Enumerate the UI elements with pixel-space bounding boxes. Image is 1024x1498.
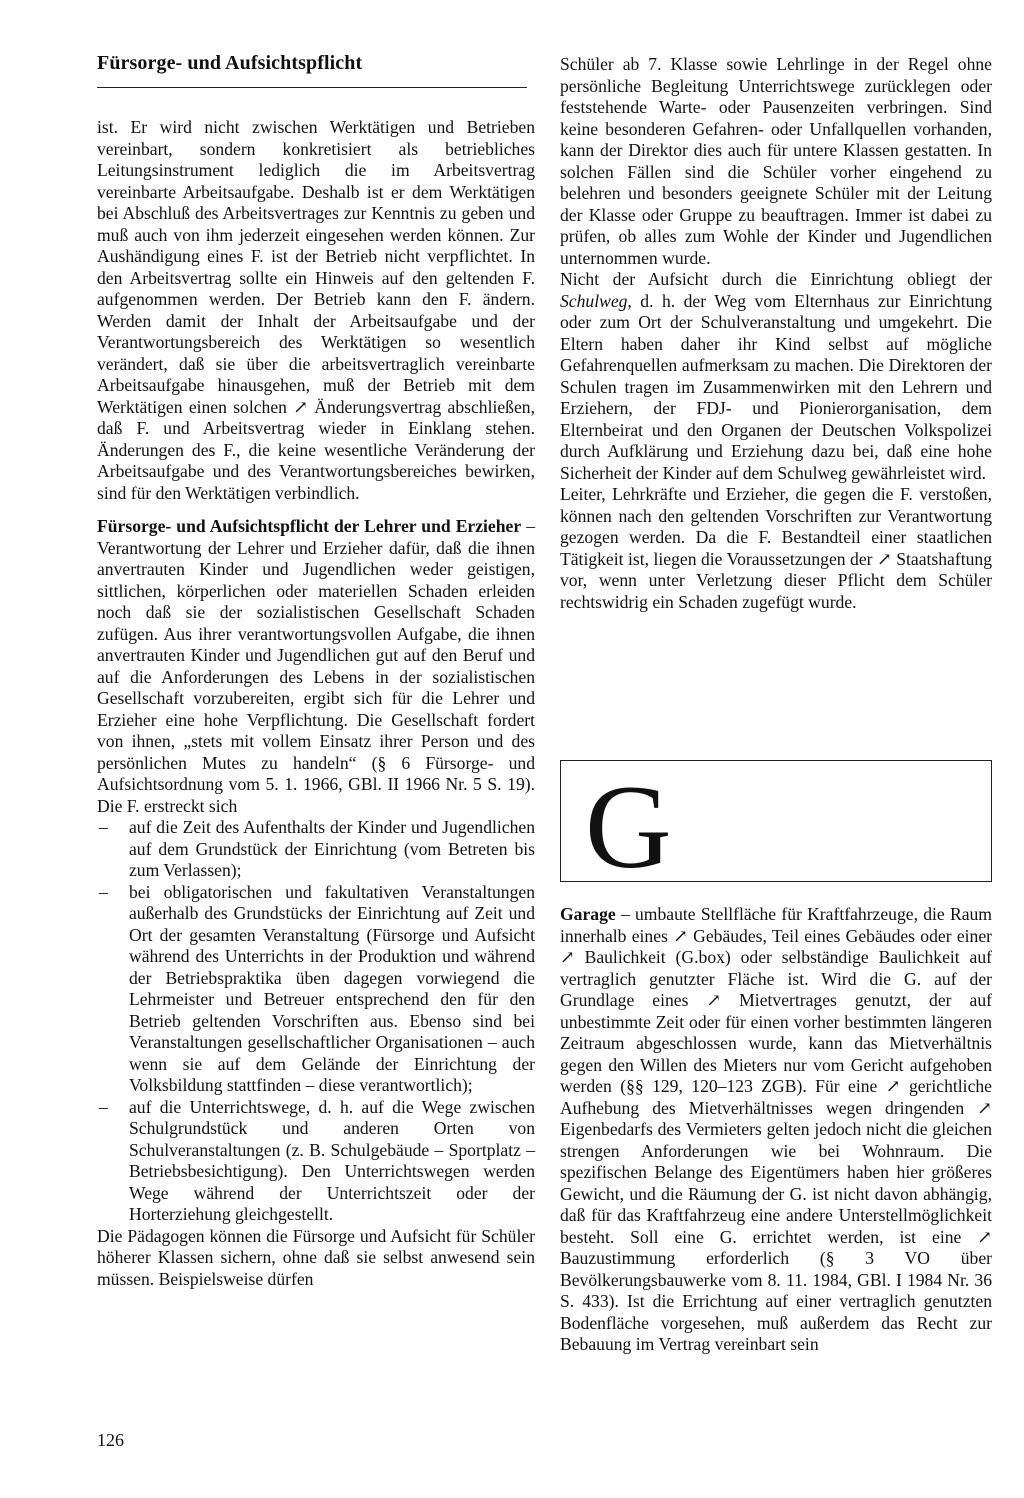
scope-list [97, 817, 535, 1226]
right-column-bottom [560, 904, 992, 1356]
list-item: – bei obligatorischen und fakultativen Veranstaltungen außerhalb des Grundstücks der Einrichtung auf Zeit und Ort der gesamten Veranstaltung (Fürsorge und Aufsicht während des Unterrichts in der Produktion und während der Betriebspraktika üben dagegen vorwiegend die Lehrmeister und Betreuer entsprechend den für den Betrieb geltenden Vorschriften aus. Ebenso sind bei Veranstaltungen gesellschaftlicher Organisationen – auch wenn sie auf dem Gelände der Einrichtung der Volksbildung stattfinden – diese verantwortlich); [97, 882, 535, 1097]
header-rule [97, 87, 527, 88]
right-paragraph-1: Schüler ab 7. Klasse sowie Lehrlinge in der Regel ohne persönliche Begleitung Unterrichtswege zurücklegen oder feststehende Warte- oder Pausenzeiten verbringen. Sind keine besonderen Gefahren- oder Unfallquellen vorhanden, kann der Direktor dies auch für untere Klassen gestatten. In solchen Fällen sind die Schüler vorher eingehend zu belehren und besonders geeignete Schüler mit der Leitung der Klasse oder Gruppe zu beauftragen. Immer ist dabei zu prüfen, ob alles zum Wohle der Kinder und Jugendlichen unternommen wurde. [560, 54, 992, 268]
list-item: – auf die Unterrichtswege, d. h. auf die Wege zwischen Schulgrundstück und anderen Orten von Schulveranstaltungen (z. B. Schulgebäude – Sportplatz – Betriebsbesichtigung). Den Unterrichtswegen werden Wege während der Unterrichtszeit oder der Horterziehung gleichgestellt. [97, 1097, 535, 1226]
entry-text: – Verantwortung der Lehrer und Erzieher dafür, daß die ihnen anvertrauten Kinder und Jugendlichen weder geistigen, sittlichen, körperlichen oder materiellen Schaden erleiden noch daß sie der sozialistischen Gesellschaft Schaden zufügen. Aus ihrer verantwortungsvollen Aufgabe, die ihnen anvertrauten Kinder und Jugendlichen gut auf den Beruf und auf die Anforderungen des Lebens in der sozialistischen Gesellschaft vorzubereiten, ergibt sich für die Lehrer und Erzieher eine hohe Verpflichtung. Die Gesellschaft fordert von ihnen, „stets mit vollem Einsatz ihrer Person und des persönlichen Mutes zu handeln“ (§ 6 Fürsorge- und Aufsichtsordnung vom 5. 1. 1966, GBl. II 1966 Nr. 5 S. 19). Die F. erstreckt sich [97, 516, 535, 816]
entry-heading: Fürsorge- und Aufsichtspflicht der Lehrer und Erzieher [97, 516, 522, 536]
section-letter-box [560, 760, 992, 893]
entry-fuersorge-lehrer [97, 516, 535, 817]
list-item: – auf die Zeit des Aufenthalts der Kinder und Jugendlichen auf dem Grundstück der Einrichtung (vom Betreten bis zum Verlassen); [97, 817, 535, 882]
right-paragraph-2 [560, 269, 992, 484]
paragraph-text: d. h. der Weg vom Elternhaus zur Einrichtung oder zum Ort der Schulveranstaltung und umgekehrt. Die Eltern haben daher ihr Kind selbst auf mögliche Gefahrenquellen aufmerksam zu machen. Die Direktoren der Schulen tragen im Zusammenwirken mit den Lehrern und Erziehern, der FDJ- und Pionierorganisation, dem Elternbeirat und den Organen der Deutschen Volkspolizei durch Aufklärung und Erziehung dazu bei, daß eine hohe Sicherheit der Kinder auf dem Schulweg gewährleistet wird. [560, 290, 992, 483]
continuation-paragraph: ist. Er wird nicht zwischen Werktätigen und Betrieben vereinbart, sondern konkretisiert als betriebliches Leitungsinstrument lediglich die im Arbeitsvertrag vereinbarte Arbeitsaufgabe. Deshalb ist er dem Werktätigen bei Abschluß des Arbeitsvertrages zur Kenntnis zu geben und muß auch von ihm jederzeit eingesehen werden können. Zur Aushändigung eines F. ist der Betrieb nicht verpflichtet. In den Arbeitsvertrag sollte ein Hinweis auf den geltenden F. aufgenommen werden. Der Betrieb kann den F. ändern. Werden damit der Inhalt der Arbeitsaufgabe und der Verantwortungsbereich des Werktätigen so wesentlich verändert, daß sie über die arbeitsvertraglich vereinbarte Arbeitsaufgabe hinausgehen, muß der Betrieb mit dem Werktätigen einen solchen ↗ Änderungsvertrag abschließen, daß F. und Arbeitsvertrag wieder in Einklang stehen. Änderungen des F., die keine wesentliche Veränderung der Arbeitsaufgabe und des Verantwortungsbereiches bewirken, sind für den Werktätigen verbindlich. [97, 117, 535, 503]
running-header [97, 52, 527, 88]
right-column-top [560, 54, 992, 613]
left-column [97, 117, 535, 1290]
section-letter: G [585, 760, 672, 893]
italic-term: Schulweg, [560, 290, 632, 311]
entry-text: – umbaute Stellfläche für Kraftfahrzeuge, die Raum innerhalb eines ↗ Gebäudes, Teil eines Gebäudes oder einer ↗ Baulichkeit (G.box) oder selbständige Baulichkeit auf vertraglich genutzter Fläche ist. Wird die G. auf der Grundlage eines ↗ Mietvertrages genutzt, der auf unbestimmte Zeit oder für einen vorher bestimmten längeren Zeitraum abgeschlossen wurde, kann das Mietverhältnis gegen den Willen des Mieters nur vom Gericht aufgehoben werden (§§ 129, 120–123 ZGB). Für eine ↗ gerichtliche Aufhebung des Mietverhältnisses wegen dringenden ↗ Eigenbedarfs des Vermieters gelten jedoch nicht die gleichen strengen Anforderungen wie bei Wohnraum. Die spezifischen Belange des Eigentümers haben hier größeres Gewicht, und die Räumung der G. ist nicht davon abhängig, daß für das Kraftfahrzeug eine andere Unterstellmöglichkeit besteht. Soll eine G. errichtet werden, ist eine ↗ Bauzustimmung erforderlich (§ 3 VO über Bevölkerungsbauwerke vom 8. 11. 1984, GBl. I 1984 Nr. 36 S. 433). Ist die Errichtung auf einer vertraglich genutzten Bodenfläche vorgesehen, muß außerdem das Recht zur Bebauung im Vertrag vereinbart sein [560, 904, 992, 1354]
entry-garage [560, 904, 992, 1356]
closing-paragraph: Die Pädagogen können die Fürsorge und Aufsicht für Schüler höherer Klassen sichern, ohne daß sie selbst anwesend sein müssen. Beispielsweise dürfen [97, 1225, 535, 1289]
page-number: 126 [97, 1430, 124, 1450]
paragraph-text: Nicht der Aufsicht durch die Einrichtung obliegt der [560, 269, 992, 289]
entry-heading: Garage [560, 904, 616, 924]
running-header-title: Fürsorge- und Aufsichtspflicht [97, 52, 363, 74]
right-paragraph-3: Leiter, Lehrkräfte und Erzieher, die gegen die F. verstoßen, können nach den geltenden Vorschriften zur Verantwortung gezogen werden. Da die F. Bestandteil einer staatlichen Tätigkeit ist, liegen die Voraussetzungen der ↗ Staatshaftung vor, wenn unter Verletzung dieser Pflicht dem Schüler rechtswidrig ein Schaden zugefügt wurde. [560, 484, 992, 612]
